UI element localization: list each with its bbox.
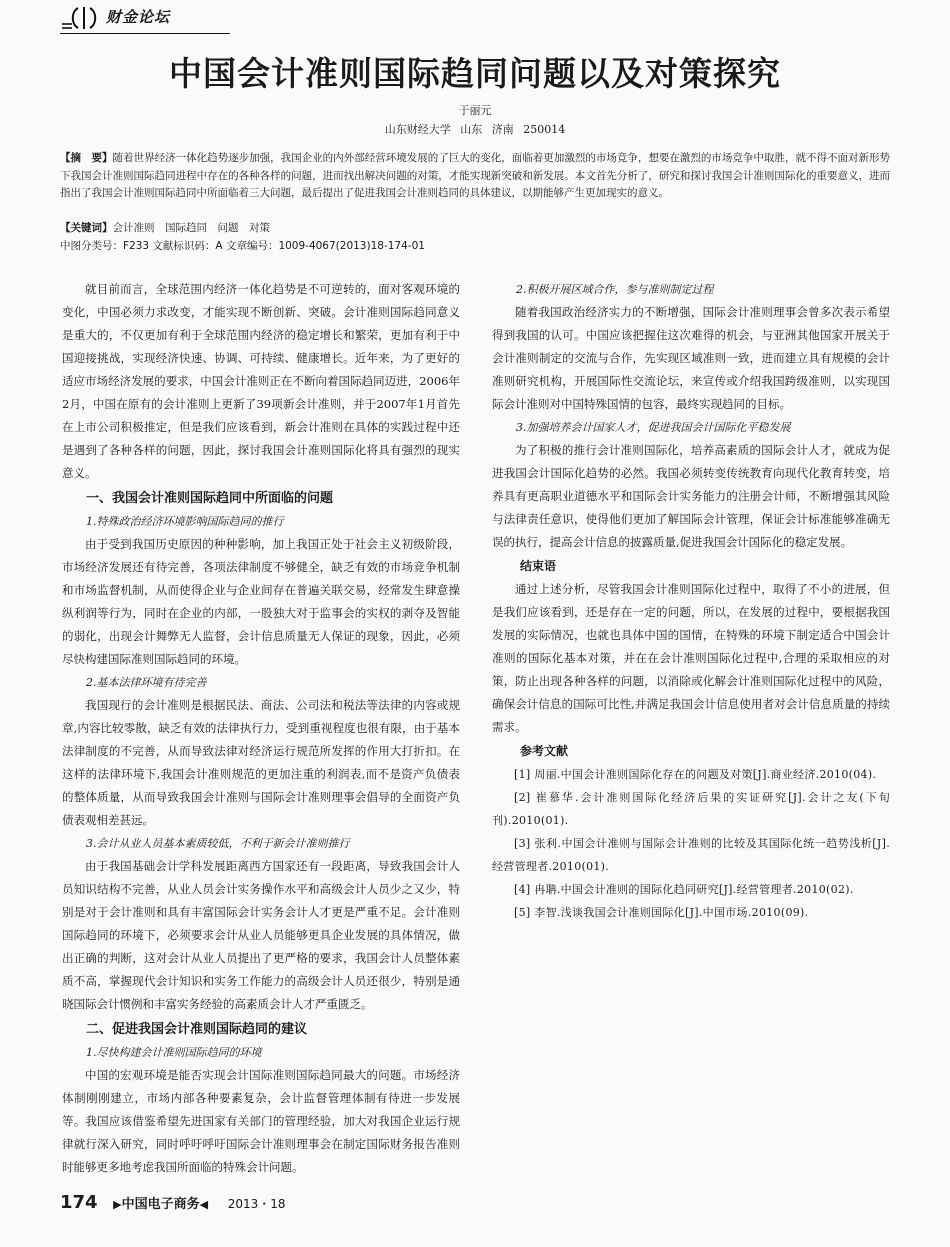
abstract-text: 随着世界经济一体化趋势逐步加强，我国企业的内外部经营环境发展的了巨大的变化，面临着更加激烈的市场竞争，想要在激烈的市场竞争中取胜，就不得不面对新形势下我国会计准则国际趋同进程中存在的各种各样的问题，进而找出解决问题的对策，才能实现新突破和新发展。本文首先分析了，研究和探讨我国会计准则国际化的重要意义，进而指出了我国会计准则国际趋同中所面临着三大问题，最后提出了促进我国会计准则趋同的具体建议，以期能够产生更加现实的意义。 (60, 152, 891, 199)
section-2-1-text: 中国的宏观环境是能否实现会计国际准则国际趋同最大的问题。市场经济体制刚刚建立，市场内部各种要素复杂，会计监督管理体制有待进一步发展等。我国应该借鉴希望先进国家有关部门的管理经验，加大对我国企业运行规律就行深入研究，同时呼吁呼吁国际会计准则理事会在制定国际财务报告准则时能够更多地考虑我国所面临的特殊会计问题。 (62, 1068, 460, 1174)
section-2-2-heading: 2.积极开展区域合作，参与准则制定过程 (516, 283, 714, 296)
reference-item: [5] 李智.浅谈我国会计准则国际化[J].中国市场.2010(09). (514, 906, 809, 919)
right-column (492, 278, 890, 924)
section-2-3-heading: 3.加强培养会计国家人才，促进我国会计国际化平稳发展 (516, 421, 791, 434)
section-1-1-text: 由于受到我国历史原因的种种影响，加上我国正处于社会主义初级阶段，市场经济发展还有待完善，各项法律制度不够健全，缺乏有效的市场竞争机制和市场监督机制，从而使得企业与企业间存在普遍关联交易，经常发生肆意操纵利润等行为，同时在企业的内部，一股独大对于监事会的实权的剥夺及智能的弱化，出现会计舞弊无人监督，会计信息质量无人保证的现象，因此，必须尽快构建国际准则国际趋同的环境。 (62, 537, 460, 666)
section-1-heading: 一、我国会计准则国际趋同中所面临的问题 (86, 491, 334, 506)
conclusion-heading: 结束语 (520, 559, 557, 573)
section-label: 财金论坛 (106, 8, 171, 26)
abstract-label: 【摘 要】 (60, 152, 113, 164)
reference-item: [3] 张利.中国会计准则与国际会计准则的比较及其国际化统一趋势浅析[J].经营管理者.2010(01). (492, 837, 890, 873)
reference-item: [2] 崔慕华.会计准则国际化经济后果的实证研究[J].会计之友(下旬刊).2010(01). (492, 791, 890, 827)
keywords-text: 会计准则 国际趋同 问题 对策 (112, 222, 270, 234)
page-footer (60, 1192, 460, 1218)
keywords-label: 【关键词】 (60, 222, 113, 234)
reference-item: [4] 冉聃.中国会计准则的国际化趋同研究[J].经营管理者.2010(02). (514, 883, 854, 896)
section-header (60, 4, 220, 34)
reference-item: [1] 周丽.中国会计准则国际化存在的问题及对策[J].商业经济.2010(04). (514, 768, 877, 781)
section-1-1-heading: 1.特殊政治经济环境影响国际趋同的推行 (86, 515, 284, 528)
left-column (62, 278, 460, 1179)
references-heading: 参考文献 (520, 744, 569, 758)
section-2-3-text: 为了积极的推行会计准则国际化，培养高素质的国际会计人才，就成为促进我国会计国际化趋势的必然。我国必须转变传统教育向现代化教育转变，培养具有更高职业道德水平和国际会计实务能力的注册会计师，不断增强其风险与法律责任意识，使得他们更加了解国际会计管理，保证会计标准能够准确无误的执行，提高会计信息的披露质量,促进我国会计国际化的稳定发展。 (492, 443, 890, 549)
section-2-1-heading: 1.尽快构建会计准则国际趋同的环境 (86, 1046, 262, 1059)
arrow-right-icon: ▶ (113, 1198, 122, 1211)
keywords (60, 220, 890, 237)
section-2-2-text: 随着我国政治经济实力的不断增强，国际会计准则理事会曾多次表示希望得到我国的认可。中国应该把握住这次难得的机会，与亚洲其他国家开展关于会计准则制定的交流与合作，先实现区域准则一致，进而建立具有规模的会计准则研究机构，开展国际性交流论坛，来宣传或介绍我国跨级准则，以实现国际会计准则对中国特殊国情的包容，最终实现趋同的目标。 (492, 305, 890, 411)
arrow-left-icon: ◀ (199, 1198, 209, 1211)
journal-logo-icon (60, 4, 100, 32)
header-rule (60, 33, 230, 34)
conclusion-text: 通过上述分析，尽管我国会计准则国际化过程中，取得了不小的进展，但是我们应该看到，还是存在一定的问题，所以，在发展的过程中，要根据我国发展的实际情况，也就也具体中国的国情，在特殊的环境下制定适合中国会计准则的国际化基本对策，并在在会计准则国际化过程中,合理的采取相应的对策，防止出现各种各样的问题，以消除或化解会计准则国际化过程中的风险，确保会计信息的国际可比性,并满足我国会计信息使用者对会计信息质量的持续需求。 (492, 582, 890, 734)
section-1-3-text: 由于我国基础会计学科发展距离西方国家还有一段距离，导致我国会计人员知识结构不完善，从业人员会计实务操作水平和高级会计人员少之又少，特别是对于会计准则和具有丰富国际会计实务会计人才更是严重不足。会计准则国际趋同的环境下，必须要求会计从业人员能够更具企业发展的具体情况，做出正确的判断，这对会计从业人员提出了更严格的要求，我国会计人员整体素质不高，掌握现代会计知识和实务工作能力的高级会计人员还很少，特别是通晓国际会计惯例和丰富实务经验的高素质会计人才严重匮乏。 (62, 859, 460, 1011)
section-1-2-heading: 2.基本法律环境有待完善 (86, 676, 207, 689)
section-1-3-heading: 3.会计从业人员基本素质较低，不利于新会计准则推行 (86, 837, 350, 850)
classification-line: 中图分类号：F233 文献标识码：A 文章编号：1009-4067(2013)18-174-01 (60, 240, 425, 252)
article-title: 中国会计准则国际趋同问题以及对策探究 (169, 54, 781, 93)
intro-paragraph: 就目前而言，全球范围内经济一体化趋势是不可逆转的，面对客观环境的变化，中国必须力求改变，才能实现不断创新、突破。会计准则国际趋同意义是重大的，不仅更加有利于全球范围内经济的稳定增长和繁荣，更加有利于中国迎接挑战，实现经济快速、协调、可持续、健康增长。近年来，为了更好的适应市场经济发展的要求，中国会计准则正在不断向着国际趋同迈进，2006年2月，中国在原有的会计准则上更新了39项新会计准则，并于2007年1月首先在上市公司积极推定，但是我们应该看到，新会计准则在具体的实践过程中还是遇到了各种各样的问题，因此，探讨我国会计准则国际化将具有强烈的现实意义。 (62, 282, 460, 480)
author-affiliation: 山东财经大学 山东 济南 250014 (384, 123, 566, 136)
section-2-heading: 二、促进我国会计准则国际趋同的建议 (86, 1022, 308, 1037)
section-1-2-text: 我国现行的会计准则是根据民法、商法、公司法和税法等法律的内容或规章,内容比较零散，缺乏有效的法律执行力，受到重视程度也很有限，由于基本法律制度的不完善，从而导致法律对经济运行规范所发挥的作用大打折扣。在这样的法律环境下,我国会计准则规范的更加注重的利润表,而不是资产负债表的整体质量，从而导致我国会计准则与国际会计准则理事会倡导的全面资产负债表观相差甚远。 (62, 698, 460, 827)
abstract (60, 150, 890, 203)
journal-name: 中国电子商务 (121, 1197, 200, 1212)
author-name: 于丽元 (458, 104, 492, 117)
page-number: 174 (60, 1192, 98, 1213)
issue-number: 2013・18 (227, 1197, 286, 1211)
